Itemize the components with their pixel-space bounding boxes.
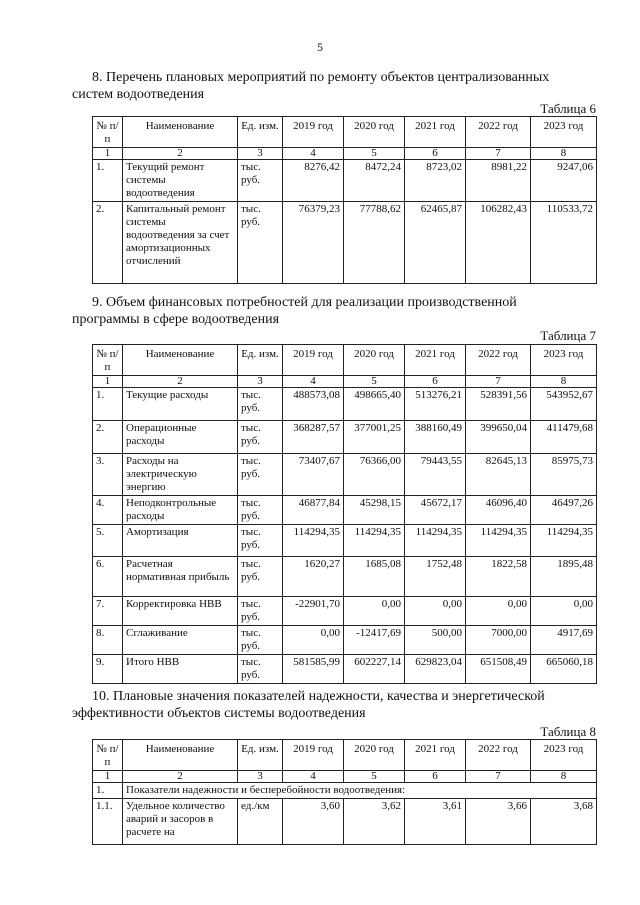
header-cell: 2019 год bbox=[283, 117, 344, 148]
row-name-cell: Капитальный ремонт системы водоотведения за счет амортизационных отчислений bbox=[123, 202, 238, 284]
unit-cell: тыс. руб. bbox=[238, 626, 283, 655]
header-cell: 2023 год bbox=[531, 740, 597, 771]
column-number-cell: 3 bbox=[238, 771, 283, 783]
section-9-title-line2: программы в сфере водоотведения bbox=[72, 312, 280, 327]
table-row bbox=[93, 626, 597, 655]
column-number-cell: 4 bbox=[283, 376, 344, 388]
section-9-heading bbox=[72, 294, 597, 328]
value-cell: 8472,24 bbox=[344, 160, 405, 202]
header-cell: № п/п bbox=[93, 345, 123, 376]
column-number-cell: 3 bbox=[238, 148, 283, 160]
column-number-cell: 7 bbox=[466, 771, 531, 783]
table-7 bbox=[92, 344, 597, 684]
row-number-cell: 5. bbox=[93, 525, 123, 557]
value-cell: 3,66 bbox=[466, 799, 531, 845]
unit-cell: тыс. руб. bbox=[238, 454, 283, 496]
section-9-title-line1: 9. Объем финансовых потребностей для реализации производственной bbox=[92, 295, 517, 310]
unit-cell: тыс. руб. bbox=[238, 655, 283, 684]
header-cell: Наименование bbox=[123, 117, 238, 148]
value-cell: 46096,40 bbox=[466, 496, 531, 525]
table-6-caption: Таблица 6 bbox=[540, 101, 596, 116]
column-number-cell: 3 bbox=[238, 376, 283, 388]
unit-cell: тыс. руб. bbox=[238, 525, 283, 557]
group-number-cell: 1. bbox=[93, 783, 123, 799]
group-row bbox=[93, 783, 597, 799]
value-cell: 1752,48 bbox=[405, 557, 466, 597]
value-cell: 377001,25 bbox=[344, 421, 405, 454]
header-cell: 2023 год bbox=[531, 117, 597, 148]
value-cell: 581585,99 bbox=[283, 655, 344, 684]
value-cell: 114294,35 bbox=[283, 525, 344, 557]
row-name-cell: Текущие расходы bbox=[123, 388, 238, 421]
value-cell: 1620,27 bbox=[283, 557, 344, 597]
row-number-cell: 9. bbox=[93, 655, 123, 684]
value-cell: 45672,17 bbox=[405, 496, 466, 525]
column-number-cell: 5 bbox=[344, 376, 405, 388]
value-cell: 114294,35 bbox=[405, 525, 466, 557]
header-cell: Ед. изм. bbox=[238, 345, 283, 376]
value-cell: 0,00 bbox=[531, 597, 597, 626]
value-cell: 0,00 bbox=[344, 597, 405, 626]
table-row bbox=[93, 557, 597, 597]
row-number-cell: 3. bbox=[93, 454, 123, 496]
value-cell: 8276,42 bbox=[283, 160, 344, 202]
value-cell: 388160,49 bbox=[405, 421, 466, 454]
row-number-cell: 7. bbox=[93, 597, 123, 626]
page-number: 5 bbox=[317, 40, 323, 54]
value-cell: 106282,43 bbox=[466, 202, 531, 284]
unit-cell: тыс. руб. bbox=[238, 421, 283, 454]
value-cell: 46497,26 bbox=[531, 496, 597, 525]
row-number-cell: 2. bbox=[93, 421, 123, 454]
unit-cell: тыс. руб. bbox=[238, 496, 283, 525]
column-number-cell: 6 bbox=[405, 148, 466, 160]
table-row bbox=[93, 454, 597, 496]
row-number-cell: 1.1. bbox=[93, 799, 123, 845]
row-name-cell: Амортизация bbox=[123, 525, 238, 557]
column-number-cell: 7 bbox=[466, 376, 531, 388]
value-cell: 76366,00 bbox=[344, 454, 405, 496]
column-number-cell: 4 bbox=[283, 148, 344, 160]
value-cell: 3,61 bbox=[405, 799, 466, 845]
unit-cell: ед./км bbox=[238, 799, 283, 845]
table-row bbox=[93, 597, 597, 626]
row-name-cell: Неподконтрольные расходы bbox=[123, 496, 238, 525]
header-cell: 2022 год bbox=[466, 345, 531, 376]
header-cell: 2022 год bbox=[466, 740, 531, 771]
header-cell: 2020 год bbox=[344, 117, 405, 148]
column-number-cell: 4 bbox=[283, 771, 344, 783]
header-cell: № п/п bbox=[93, 117, 123, 148]
value-cell: 411479,68 bbox=[531, 421, 597, 454]
table-row bbox=[93, 160, 597, 202]
row-number-cell: 1. bbox=[93, 388, 123, 421]
table-row bbox=[93, 421, 597, 454]
value-cell: 3,62 bbox=[344, 799, 405, 845]
unit-cell: тыс. руб. bbox=[238, 202, 283, 284]
row-name-cell: Расходы на электрическую энергию bbox=[123, 454, 238, 496]
value-cell: 0,00 bbox=[466, 597, 531, 626]
value-cell: 77788,62 bbox=[344, 202, 405, 284]
header-cell: 2020 год bbox=[344, 740, 405, 771]
row-name-cell: Удельное количество аварий и засоров в расчете на bbox=[123, 799, 238, 845]
table-row bbox=[93, 655, 597, 684]
value-cell: 651508,49 bbox=[466, 655, 531, 684]
value-cell: 1822,58 bbox=[466, 557, 531, 597]
section-10-heading bbox=[72, 688, 597, 722]
unit-cell: тыс. руб. bbox=[238, 597, 283, 626]
value-cell: 62465,87 bbox=[405, 202, 466, 284]
value-cell: 513276,21 bbox=[405, 388, 466, 421]
column-number-cell: 8 bbox=[531, 148, 597, 160]
value-cell: 629823,04 bbox=[405, 655, 466, 684]
value-cell: 0,00 bbox=[405, 597, 466, 626]
value-cell: 368287,57 bbox=[283, 421, 344, 454]
table-row bbox=[93, 388, 597, 421]
value-cell: 45298,15 bbox=[344, 496, 405, 525]
row-number-cell: 2. bbox=[93, 202, 123, 284]
value-cell: 7000,00 bbox=[466, 626, 531, 655]
header-cell: 2021 год bbox=[405, 740, 466, 771]
column-number-cell: 1 bbox=[93, 376, 123, 388]
section-8-title-line1: 8. Перечень плановых мероприятий по ремонту объектов централизованных bbox=[92, 70, 550, 85]
table-row bbox=[93, 496, 597, 525]
value-cell: 8981,22 bbox=[466, 160, 531, 202]
table-row bbox=[93, 525, 597, 557]
table-6 bbox=[92, 116, 597, 284]
column-number-row bbox=[93, 771, 597, 783]
table-row bbox=[93, 799, 597, 845]
column-number-cell: 8 bbox=[531, 376, 597, 388]
value-cell: 46877,84 bbox=[283, 496, 344, 525]
table-row bbox=[93, 202, 597, 284]
row-number-cell: 8. bbox=[93, 626, 123, 655]
column-number-cell: 6 bbox=[405, 376, 466, 388]
header-cell: Ед. изм. bbox=[238, 740, 283, 771]
header-cell: 2023 год bbox=[531, 345, 597, 376]
header-cell: 2021 год bbox=[405, 345, 466, 376]
column-number-row bbox=[93, 376, 597, 388]
header-cell: 2020 год bbox=[344, 345, 405, 376]
section-8-heading bbox=[72, 69, 597, 103]
value-cell: 110533,72 bbox=[531, 202, 597, 284]
column-number-cell: 2 bbox=[123, 148, 238, 160]
column-number-cell: 5 bbox=[344, 148, 405, 160]
value-cell: 498665,40 bbox=[344, 388, 405, 421]
value-cell: 665060,18 bbox=[531, 655, 597, 684]
value-cell: 9247,06 bbox=[531, 160, 597, 202]
value-cell: 1685,08 bbox=[344, 557, 405, 597]
header-cell: Ед. изм. bbox=[238, 117, 283, 148]
table-header-row bbox=[93, 117, 597, 148]
value-cell: 4917,69 bbox=[531, 626, 597, 655]
value-cell: 488573,08 bbox=[283, 388, 344, 421]
column-number-cell: 8 bbox=[531, 771, 597, 783]
unit-cell: тыс. руб. bbox=[238, 388, 283, 421]
table-8 bbox=[92, 739, 597, 845]
column-number-row bbox=[93, 148, 597, 160]
column-number-cell: 7 bbox=[466, 148, 531, 160]
value-cell: -22901,70 bbox=[283, 597, 344, 626]
value-cell: 399650,04 bbox=[466, 421, 531, 454]
column-number-cell: 2 bbox=[123, 771, 238, 783]
row-name-cell: Операционные расходы bbox=[123, 421, 238, 454]
row-name-cell: Сглаживание bbox=[123, 626, 238, 655]
value-cell: -12417,69 bbox=[344, 626, 405, 655]
value-cell: 500,00 bbox=[405, 626, 466, 655]
value-cell: 0,00 bbox=[283, 626, 344, 655]
table-7-caption: Таблица 7 bbox=[540, 328, 596, 343]
value-cell: 1895,48 bbox=[531, 557, 597, 597]
value-cell: 543952,67 bbox=[531, 388, 597, 421]
value-cell: 528391,56 bbox=[466, 388, 531, 421]
value-cell: 85975,73 bbox=[531, 454, 597, 496]
value-cell: 76379,23 bbox=[283, 202, 344, 284]
header-cell: 2022 год bbox=[466, 117, 531, 148]
header-cell: 2019 год bbox=[283, 740, 344, 771]
column-number-cell: 1 bbox=[93, 148, 123, 160]
value-cell: 82645,13 bbox=[466, 454, 531, 496]
row-name-cell: Итого НВВ bbox=[123, 655, 238, 684]
table-8-caption: Таблица 8 bbox=[540, 724, 596, 739]
header-cell: 2021 год bbox=[405, 117, 466, 148]
value-cell: 3,60 bbox=[283, 799, 344, 845]
section-10-title-line1: 10. Плановые значения показателей надежности, качества и энергетической bbox=[92, 689, 545, 704]
value-cell: 114294,35 bbox=[344, 525, 405, 557]
section-10-title-line2: эффективности объектов системы водоотведения bbox=[72, 706, 366, 721]
row-name-cell: Корректировка НВВ bbox=[123, 597, 238, 626]
table-header-row bbox=[93, 345, 597, 376]
value-cell: 79443,55 bbox=[405, 454, 466, 496]
header-cell: № п/п bbox=[93, 740, 123, 771]
unit-cell: тыс. руб. bbox=[238, 557, 283, 597]
value-cell: 8723,02 bbox=[405, 160, 466, 202]
header-cell: 2019 год bbox=[283, 345, 344, 376]
header-cell: Наименование bbox=[123, 740, 238, 771]
unit-cell: тыс. руб. bbox=[238, 160, 283, 202]
row-name-cell: Текущий ремонт системы водоотведения bbox=[123, 160, 238, 202]
group-title-cell: Показатели надежности и бесперебойности водоотведения: bbox=[123, 783, 597, 799]
row-name-cell: Расчетная нормативная прибыль bbox=[123, 557, 238, 597]
column-number-cell: 1 bbox=[93, 771, 123, 783]
row-number-cell: 1. bbox=[93, 160, 123, 202]
column-number-cell: 2 bbox=[123, 376, 238, 388]
column-number-cell: 5 bbox=[344, 771, 405, 783]
table-header-row bbox=[93, 740, 597, 771]
row-number-cell: 4. bbox=[93, 496, 123, 525]
value-cell: 602227,14 bbox=[344, 655, 405, 684]
value-cell: 114294,35 bbox=[531, 525, 597, 557]
value-cell: 73407,67 bbox=[283, 454, 344, 496]
value-cell: 3,68 bbox=[531, 799, 597, 845]
value-cell: 114294,35 bbox=[466, 525, 531, 557]
row-number-cell: 6. bbox=[93, 557, 123, 597]
header-cell: Наименование bbox=[123, 345, 238, 376]
section-8-title-line2: систем водоотведения bbox=[72, 87, 205, 102]
column-number-cell: 6 bbox=[405, 771, 466, 783]
